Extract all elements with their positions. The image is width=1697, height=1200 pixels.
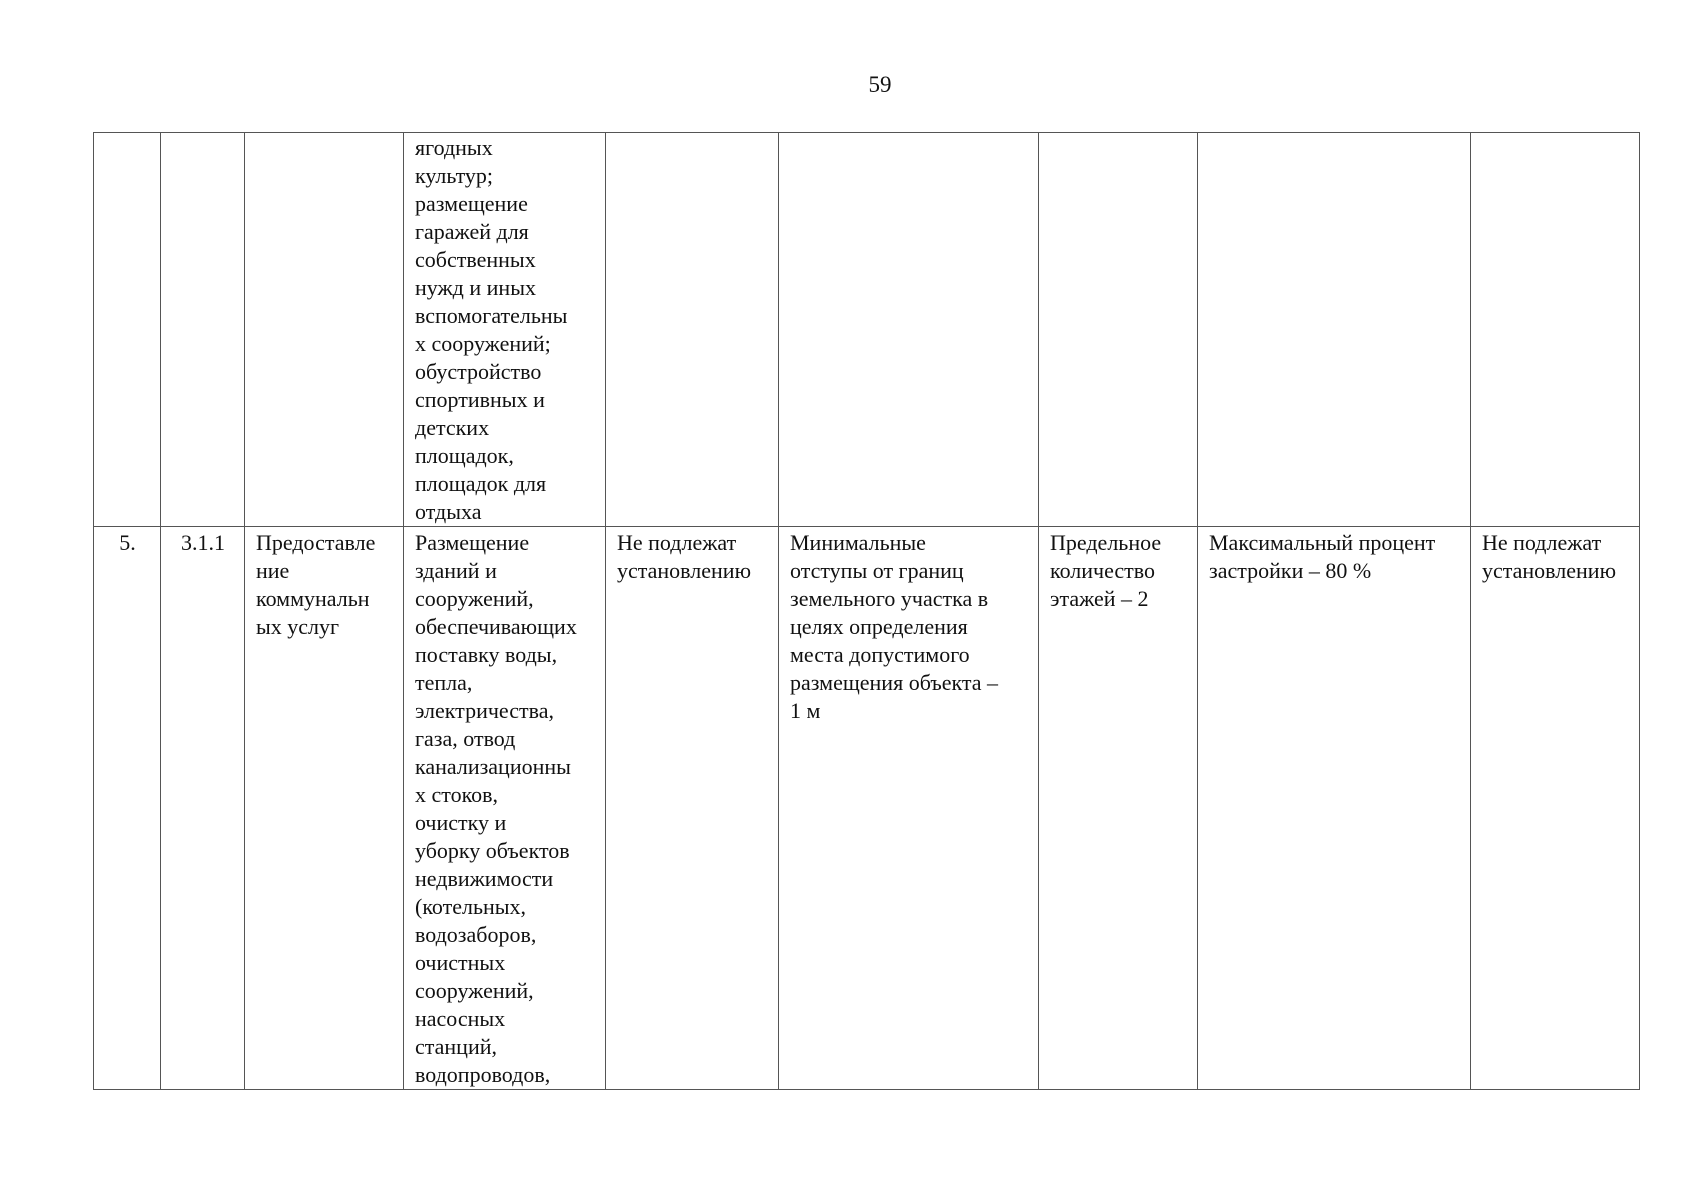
cell-name xyxy=(245,133,404,527)
cell-col8 xyxy=(1198,133,1471,527)
table-row-5 xyxy=(94,527,1640,1090)
cell-code xyxy=(161,133,245,527)
page-number: 59 xyxy=(868,72,892,97)
cell-col6: Минимальные отступы от границ земельного участка в целях определения места допустимого размещения объекта – 1 м xyxy=(779,527,1039,1090)
cell-num xyxy=(94,133,161,527)
land-use-table xyxy=(93,132,1640,1090)
cell-col7: Предельное количество этажей – 2 xyxy=(1039,527,1198,1090)
cell-description: ягодных культур; размещение гаражей для собственных нужд и иных вспомогательны х сооружений; обустройство спортивных и детских площадок, площадок для отдыха xyxy=(404,133,606,527)
cell-col5 xyxy=(606,133,779,527)
cell-col8: Максимальный процент застройки – 80 % xyxy=(1198,527,1471,1090)
cell-col7 xyxy=(1039,133,1198,527)
table-row-continued xyxy=(94,133,1640,527)
cell-col6 xyxy=(779,133,1039,527)
cell-name: Предоставле ние коммунальн ых услуг xyxy=(245,527,404,1090)
cell-col9: Не подлежат установлению xyxy=(1471,527,1640,1090)
cell-num: 5. xyxy=(94,527,161,1090)
cell-code: 3.1.1 xyxy=(161,527,245,1090)
cell-description: Размещение зданий и сооружений, обеспечивающих поставку воды, тепла, электричества, газа, отвод канализационны х стоков, очистку и уборку объектов недвижимости (котельных, водозаборов, очистных сооружений, насосных станций, водопроводов, xyxy=(404,527,606,1090)
cell-col5: Не подлежат установлению xyxy=(606,527,779,1090)
cell-col9 xyxy=(1471,133,1640,527)
